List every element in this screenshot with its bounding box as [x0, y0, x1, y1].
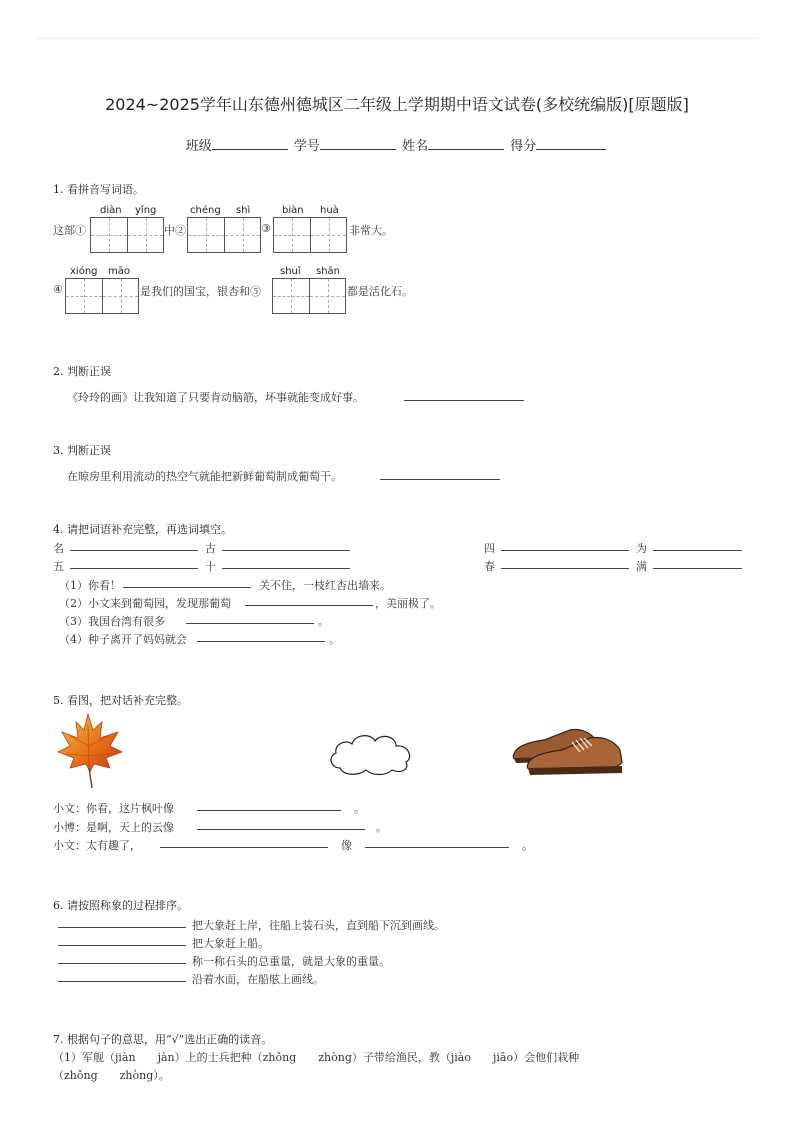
- shoes-image: [510, 718, 628, 780]
- page-title: 2024~2025学年山东德州德城区二年级上学期期中语文试卷(多校统编版)[原题版]: [105, 95, 689, 114]
- answer-blank[interactable]: [653, 557, 742, 569]
- q5-dialogue: 小文：太有趣了，: [53, 839, 141, 852]
- pinyin: chéng: [190, 205, 221, 216]
- word-char: 为: [636, 542, 647, 555]
- q3-text: 在晾房里利用流动的热空气就能把新鲜葡萄制成葡萄干。: [67, 470, 342, 483]
- answer-blank[interactable]: [501, 557, 629, 569]
- q6-item: 称一称石头的总重量，就是大象的重量。: [192, 955, 390, 968]
- name-label: 姓名: [402, 139, 429, 154]
- answer-blank[interactable]: [123, 576, 251, 588]
- answer-blank[interactable]: [58, 916, 186, 928]
- tian-grid[interactable]: [187, 217, 261, 253]
- answer-blank[interactable]: [197, 630, 325, 642]
- word-char: 四: [484, 542, 495, 555]
- answer-blank[interactable]: [197, 799, 341, 811]
- q7-line: （zhǒng zhòng）。: [53, 1069, 170, 1082]
- q4-sentence: 。: [318, 615, 329, 628]
- answer-blank[interactable]: [222, 539, 350, 551]
- maple-leaf-image: [52, 712, 124, 790]
- answer-blank[interactable]: [186, 612, 314, 624]
- q1-heading: 1. 看拼音写词语。: [53, 183, 144, 196]
- id-field[interactable]: [320, 137, 396, 150]
- cloud-image: [326, 728, 416, 778]
- answer-blank[interactable]: [245, 594, 373, 606]
- pinyin: diàn: [100, 205, 122, 216]
- q1-text: 都是活化石。: [347, 285, 413, 298]
- pinyin: yǐng: [135, 205, 157, 216]
- pinyin: shān: [316, 266, 341, 277]
- q2-text: 《玲玲的画》让我知道了只要肯动脑筋，坏事就能变成好事。: [67, 391, 364, 404]
- answer-blank[interactable]: [58, 952, 186, 964]
- answer-blank[interactable]: [197, 818, 365, 830]
- answer-blank[interactable]: [58, 970, 186, 982]
- answer-blank[interactable]: [222, 557, 350, 569]
- answer-blank[interactable]: [70, 539, 198, 551]
- q4-sentence: ，美丽极了。: [375, 597, 441, 610]
- word-char: 五: [53, 560, 64, 573]
- q4-sentence: （3）我国台湾有很多: [59, 615, 165, 628]
- class-label: 班级: [185, 139, 212, 154]
- answer-blank[interactable]: [501, 539, 629, 551]
- top-rule: [36, 38, 758, 39]
- q5-dialogue: 小博：是啊，天上的云像: [53, 821, 174, 834]
- class-field[interactable]: [212, 137, 288, 150]
- pinyin: biàn: [282, 205, 304, 216]
- q1-text: ③: [261, 222, 271, 235]
- q7-heading: 7. 根据句子的意思，用“√”选出正确的读音。: [53, 1033, 273, 1046]
- q6-item: 把大象赶上船。: [192, 937, 269, 950]
- score-label: 得分: [510, 139, 537, 154]
- word-char: 满: [636, 560, 647, 573]
- q1-text: ④: [53, 283, 63, 296]
- tian-grid[interactable]: [90, 217, 164, 253]
- name-field[interactable]: [428, 137, 504, 150]
- q5-dialogue: 。: [376, 821, 387, 834]
- q1-text: 非常大。: [349, 224, 393, 237]
- score-field[interactable]: [536, 137, 606, 150]
- answer-blank[interactable]: [160, 836, 328, 848]
- q4-sentence: （4）种子离开了妈妈就会: [59, 633, 187, 646]
- q5-dialogue: 像: [341, 839, 352, 852]
- word-char: 十: [205, 560, 216, 573]
- pinyin: shuǐ: [280, 266, 301, 277]
- q4-sentence: 。: [329, 633, 340, 646]
- tian-grid[interactable]: [272, 278, 346, 314]
- q1-text: 是我们的国宝，银杏和⑤: [140, 285, 261, 298]
- q4-sentence: 关不住，一枝红杏出墙来。: [259, 579, 391, 592]
- word-char: 古: [205, 542, 216, 555]
- q6-item: 沿着水面，在船舷上画线。: [192, 973, 324, 986]
- answer-blank[interactable]: [365, 836, 509, 848]
- q6-heading: 6. 请按照称象的过程排序。: [53, 899, 188, 912]
- answer-blank[interactable]: [404, 389, 524, 401]
- pinyin: māo: [108, 266, 130, 277]
- q2-heading: 2. 判断正误: [53, 365, 111, 378]
- q1-text: 这部①: [53, 224, 86, 237]
- answer-blank[interactable]: [70, 557, 198, 569]
- answer-blank[interactable]: [653, 539, 742, 551]
- q1-text: 中②: [164, 224, 186, 237]
- q5-heading: 5. 看图，把对话补充完整。: [53, 694, 188, 707]
- q4-sentence: （1）你看！: [59, 579, 121, 592]
- q5-dialogue: 小文：你看，这片枫叶像: [53, 802, 174, 815]
- tian-grid[interactable]: [65, 278, 139, 314]
- q6-item: 把大象赶上岸，往船上装石头，直到船下沉到画线。: [192, 919, 445, 932]
- q5-dialogue: 。: [522, 839, 533, 852]
- answer-blank[interactable]: [58, 934, 186, 946]
- answer-blank[interactable]: [380, 468, 500, 480]
- pinyin: huà: [320, 205, 339, 216]
- word-char: 春: [484, 560, 495, 573]
- student-info-row: [0, 135, 794, 154]
- pinyin: shì: [236, 205, 251, 216]
- id-label: 学号: [293, 139, 320, 154]
- q5-dialogue: 。: [354, 802, 365, 815]
- word-char: 名: [53, 542, 64, 555]
- q3-heading: 3. 判断正误: [53, 444, 111, 457]
- q4-sentence: （2）小文来到葡萄园，发现那葡萄: [59, 597, 231, 610]
- q7-line: （1）军舰（jiàn jàn）上的士兵把种（zhǒng zhòng）子带给渔民，教（jiào jiāo）会他们栽种: [53, 1051, 580, 1064]
- pinyin: xióng: [70, 266, 98, 277]
- tian-grid[interactable]: [273, 217, 347, 253]
- q4-heading: 4. 请把词语补充完整，再选词填空。: [53, 523, 232, 536]
